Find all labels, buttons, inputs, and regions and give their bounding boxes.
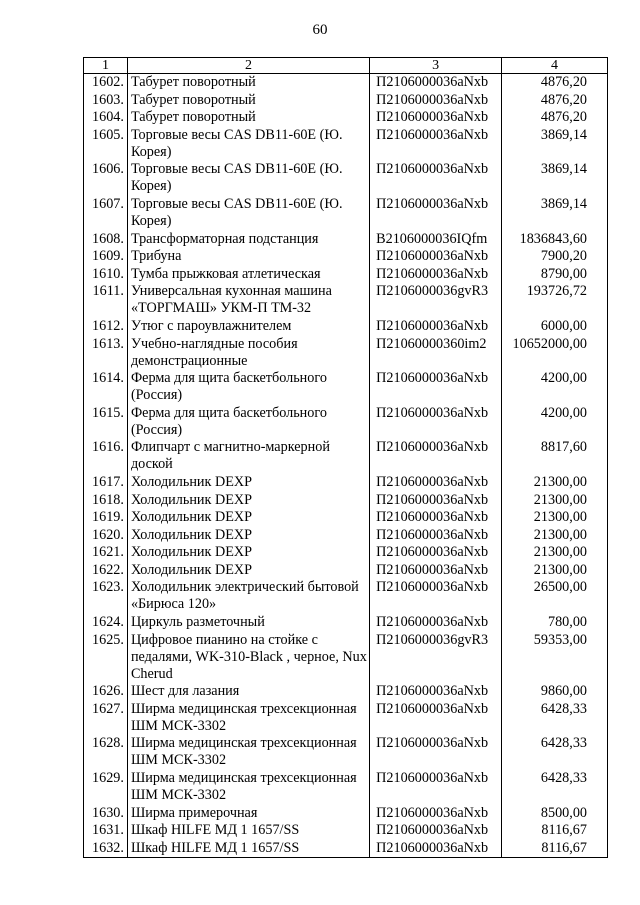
inventory-code: П2106000036aNxb [370, 805, 502, 823]
table-row [84, 492, 608, 510]
inventory-code: П2106000036aNxb [370, 405, 502, 440]
row-number: 1604. [84, 109, 128, 127]
row-number: 1603. [84, 92, 128, 110]
item-name: Ширма медицинская трехсекционная ШМ МСК-3302 [127, 735, 369, 770]
row-number: 1602. [84, 74, 128, 92]
inventory-code: П2106000036aNxb [370, 701, 502, 736]
inventory-code: П2106000036aNxb [370, 822, 502, 840]
inventory-code: П2106000036aNxb [370, 196, 502, 231]
item-amount: 8500,00 [502, 805, 608, 823]
item-name: Ширма примерочная [127, 805, 369, 823]
row-number: 1616. [84, 439, 128, 474]
table-row [84, 822, 608, 840]
table-row [84, 562, 608, 580]
table-row [84, 405, 608, 440]
item-name: Холодильник DEXP [127, 544, 369, 562]
item-amount: 3869,14 [502, 196, 608, 231]
table-row [84, 544, 608, 562]
inventory-code: П2106000036aNxb [370, 74, 502, 92]
row-number: 1613. [84, 336, 128, 371]
row-number: 1611. [84, 283, 128, 318]
row-number: 1614. [84, 370, 128, 405]
inventory-code: П2106000036aNxb [370, 127, 502, 162]
item-amount: 21300,00 [502, 544, 608, 562]
item-name: Шкаф HILFE МД 1 1657/SS [127, 840, 369, 858]
row-number: 1631. [84, 822, 128, 840]
inventory-code: В2106000036IQfm [370, 231, 502, 249]
inventory-code: П2106000036aNxb [370, 544, 502, 562]
row-number: 1622. [84, 562, 128, 580]
table-row [84, 683, 608, 701]
inventory-code: П2106000036aNxb [370, 266, 502, 284]
row-number: 1608. [84, 231, 128, 249]
row-number: 1621. [84, 544, 128, 562]
item-amount: 4876,20 [502, 74, 608, 92]
inventory-code: П2106000036gvR3 [370, 283, 502, 318]
item-name: Табурет поворотный [127, 92, 369, 110]
item-amount: 7900,20 [502, 248, 608, 266]
inventory-code: П2106000036aNxb [370, 370, 502, 405]
item-amount: 193726,72 [502, 283, 608, 318]
item-name: Шкаф HILFE МД 1 1657/SS [127, 822, 369, 840]
table-row [84, 74, 608, 92]
table-row [84, 701, 608, 736]
table-row [84, 196, 608, 231]
item-name: Учебно-наглядные пособия демонстрационные [127, 336, 369, 371]
item-amount: 10652000,00 [502, 336, 608, 371]
inventory-code: П2106000036aNxb [370, 109, 502, 127]
row-number: 1612. [84, 318, 128, 336]
inventory-code: П2106000036gvR3 [370, 632, 502, 684]
row-number: 1629. [84, 770, 128, 805]
item-name: Торговые весы CAS DB11-60E (Ю. Корея) [127, 196, 369, 231]
inventory-code: П2106000036aNxb [370, 439, 502, 474]
column-header: 2 [127, 58, 369, 74]
item-amount: 4876,20 [502, 92, 608, 110]
inventory-code: П2106000036aNxb [370, 579, 502, 614]
item-name: Трансформаторная подстанция [127, 231, 369, 249]
row-number: 1630. [84, 805, 128, 823]
item-name: Ферма для щита баскетбольного (Россия) [127, 405, 369, 440]
item-amount: 4876,20 [502, 109, 608, 127]
table-row [84, 509, 608, 527]
table-row [84, 735, 608, 770]
column-header: 1 [84, 58, 128, 74]
inventory-code: П2106000036aNxb [370, 318, 502, 336]
item-amount: 59353,00 [502, 632, 608, 684]
inventory-code: П2106000036aNxb [370, 161, 502, 196]
item-amount: 8116,67 [502, 822, 608, 840]
item-amount: 6428,33 [502, 701, 608, 736]
row-number: 1623. [84, 579, 128, 614]
table-row [84, 248, 608, 266]
table-row [84, 109, 608, 127]
table-row [84, 840, 608, 858]
inventory-code: П2106000036aNxb [370, 735, 502, 770]
table-row [84, 318, 608, 336]
row-number: 1628. [84, 735, 128, 770]
table-header-row [84, 58, 608, 74]
row-number: 1632. [84, 840, 128, 858]
item-name: Ширма медицинская трехсекционная ШМ МСК-3302 [127, 701, 369, 736]
page-number: 60 [312, 22, 328, 38]
item-name: Холодильник DEXP [127, 492, 369, 510]
item-amount: 6000,00 [502, 318, 608, 336]
item-name: Флипчарт с магнитно-маркерной доской [127, 439, 369, 474]
item-name: Холодильник DEXP [127, 562, 369, 580]
table-row [84, 161, 608, 196]
table-row [84, 92, 608, 110]
inventory-table [83, 57, 608, 858]
item-name: Торговые весы CAS DB11-60E (Ю. Корея) [127, 161, 369, 196]
table-row [84, 439, 608, 474]
table-row [84, 231, 608, 249]
item-name: Торговые весы CAS DB11-60E (Ю. Корея) [127, 127, 369, 162]
inventory-code: П21060000360im2 [370, 336, 502, 371]
row-number: 1615. [84, 405, 128, 440]
inventory-code: П2106000036aNxb [370, 474, 502, 492]
table-row [84, 579, 608, 614]
item-name: Холодильник DEXP [127, 509, 369, 527]
item-name: Шест для лазания [127, 683, 369, 701]
table-row [84, 614, 608, 632]
row-number: 1619. [84, 509, 128, 527]
item-amount: 21300,00 [502, 527, 608, 545]
item-amount: 21300,00 [502, 509, 608, 527]
item-name: Трибуна [127, 248, 369, 266]
inventory-code: П2106000036aNxb [370, 562, 502, 580]
inventory-code: П2106000036aNxb [370, 683, 502, 701]
row-number: 1627. [84, 701, 128, 736]
item-amount: 8790,00 [502, 266, 608, 284]
item-name: Цифровое пианино на стойке с педалями, WK-310-Black , черное, Nux Cherud [127, 632, 369, 684]
item-amount: 21300,00 [502, 562, 608, 580]
item-name: Утюг с пароувлажнителем [127, 318, 369, 336]
table-row [84, 632, 608, 684]
table-row [84, 370, 608, 405]
row-number: 1607. [84, 196, 128, 231]
row-number: 1606. [84, 161, 128, 196]
inventory-code: П2106000036aNxb [370, 92, 502, 110]
table-row [84, 266, 608, 284]
table-row [84, 283, 608, 318]
item-name: Холодильник DEXP [127, 527, 369, 545]
item-amount: 6428,33 [502, 735, 608, 770]
item-amount: 1836843,60 [502, 231, 608, 249]
table-row [84, 474, 608, 492]
table-row [84, 527, 608, 545]
item-name: Ферма для щита баскетбольного (Россия) [127, 370, 369, 405]
item-amount: 26500,00 [502, 579, 608, 614]
table-row [84, 336, 608, 371]
row-number: 1625. [84, 632, 128, 684]
inventory-code: П2106000036aNxb [370, 770, 502, 805]
row-number: 1610. [84, 266, 128, 284]
row-number: 1624. [84, 614, 128, 632]
item-amount: 8116,67 [502, 840, 608, 858]
row-number: 1609. [84, 248, 128, 266]
inventory-code: П2106000036aNxb [370, 509, 502, 527]
row-number: 1618. [84, 492, 128, 510]
item-amount: 3869,14 [502, 127, 608, 162]
item-name: Универсальная кухонная машина «ТОРГМАШ» УКМ-П ТМ-32 [127, 283, 369, 318]
item-amount: 21300,00 [502, 474, 608, 492]
table-row [84, 770, 608, 805]
item-amount: 9860,00 [502, 683, 608, 701]
item-amount: 3869,14 [502, 161, 608, 196]
table-row [84, 805, 608, 823]
item-name: Ширма медицинская трехсекционная ШМ МСК-3302 [127, 770, 369, 805]
item-amount: 4200,00 [502, 405, 608, 440]
item-name: Холодильник электрический бытовой «Бирюса 120» [127, 579, 369, 614]
row-number: 1620. [84, 527, 128, 545]
row-number: 1626. [84, 683, 128, 701]
inventory-code: П2106000036aNxb [370, 614, 502, 632]
item-name: Табурет поворотный [127, 74, 369, 92]
item-amount: 6428,33 [502, 770, 608, 805]
column-header: 4 [502, 58, 608, 74]
column-header: 3 [370, 58, 502, 74]
item-amount: 780,00 [502, 614, 608, 632]
inventory-code: П2106000036aNxb [370, 248, 502, 266]
inventory-code: П2106000036aNxb [370, 840, 502, 858]
item-amount: 8817,60 [502, 439, 608, 474]
item-name: Циркуль разметочный [127, 614, 369, 632]
item-amount: 4200,00 [502, 370, 608, 405]
item-name: Холодильник DEXP [127, 474, 369, 492]
table-body [84, 74, 608, 858]
inventory-code: П2106000036aNxb [370, 492, 502, 510]
item-amount: 21300,00 [502, 492, 608, 510]
item-name: Тумба прыжковая атлетическая [127, 266, 369, 284]
item-name: Табурет поворотный [127, 109, 369, 127]
row-number: 1617. [84, 474, 128, 492]
table-row [84, 127, 608, 162]
inventory-code: П2106000036aNxb [370, 527, 502, 545]
row-number: 1605. [84, 127, 128, 162]
